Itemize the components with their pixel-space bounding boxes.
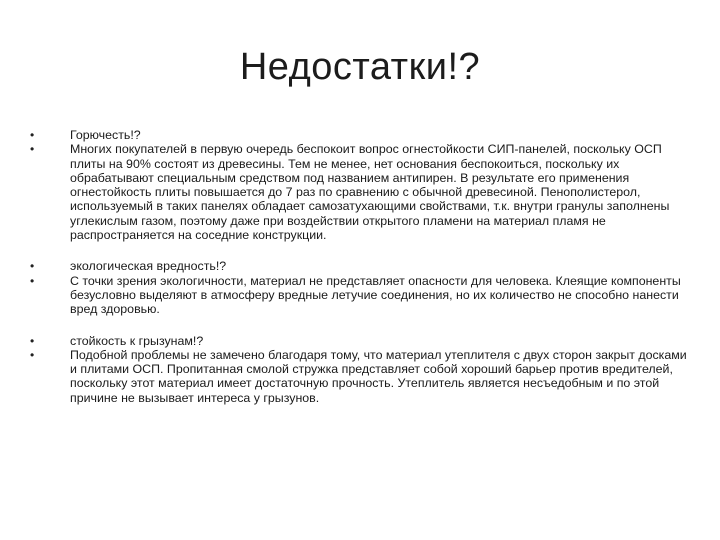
slide-title: Недостатки!? <box>239 46 481 88</box>
bullet-icon: • <box>30 128 35 142</box>
bullet-icon: • <box>30 347 35 362</box>
slide-content <box>30 128 690 422</box>
bullet-icon: • <box>30 333 35 348</box>
section-ecology <box>30 259 690 316</box>
bullet-row <box>30 259 690 273</box>
section-body: Многих покупателей в первую очередь беспокоит вопрос огнестойкости СИП-панелей, поскольку ОСП плиты на 90% состоят из древесины. Тем не менее, нет основания беспокоиться, поскольку их обрабатывают специальным средством под названием антипирен. В результате его применения огнестойкость плиты повышается до 7 раз по сравнению с обычной древесиной. Пенополистерол, используемый в таких панелях обладает самозатухающими свойствами, т.к. внутри гранулы заполнены углекислым газом, поэтому даже при воздействии открытого пламени на материал пламя не распространяется на соседние конструкции. <box>70 142 670 243</box>
bullet-row <box>30 334 690 348</box>
section-flammability <box>30 128 690 242</box>
section-heading: Горючесть!? <box>70 128 141 142</box>
bullet-row <box>30 274 690 317</box>
section-heading: экологическая вредность!? <box>70 259 227 274</box>
bullet-icon: • <box>30 273 35 288</box>
bullet-row <box>30 128 690 142</box>
bullet-row <box>30 348 690 405</box>
bullet-icon: • <box>30 142 35 157</box>
section-body: С точки зрения экологичности, материал не представляет опасности для человека. Клеящие компоненты безусловно выделяют в атмосферу вредные летучие соединения, но их количество не способно нанести вред здоровью. <box>70 273 681 317</box>
section-body: Подобной проблемы не замечено благодаря тому, что материал утеплителя с двух сторон закрыт досками и плитами ОСП. Пропитанная смолой стружка представляет собой хороший барьер против вредителей, поскольку этот материал имеет достаточную прочность. Утеплитель является несъедобным и по этой причине не вызывает интереса у грызунов. <box>70 347 687 405</box>
section-rodents <box>30 334 690 405</box>
bullet-icon: • <box>30 259 35 274</box>
section-heading: стойкость к грызунам!? <box>70 333 204 348</box>
bullet-row <box>30 142 690 242</box>
